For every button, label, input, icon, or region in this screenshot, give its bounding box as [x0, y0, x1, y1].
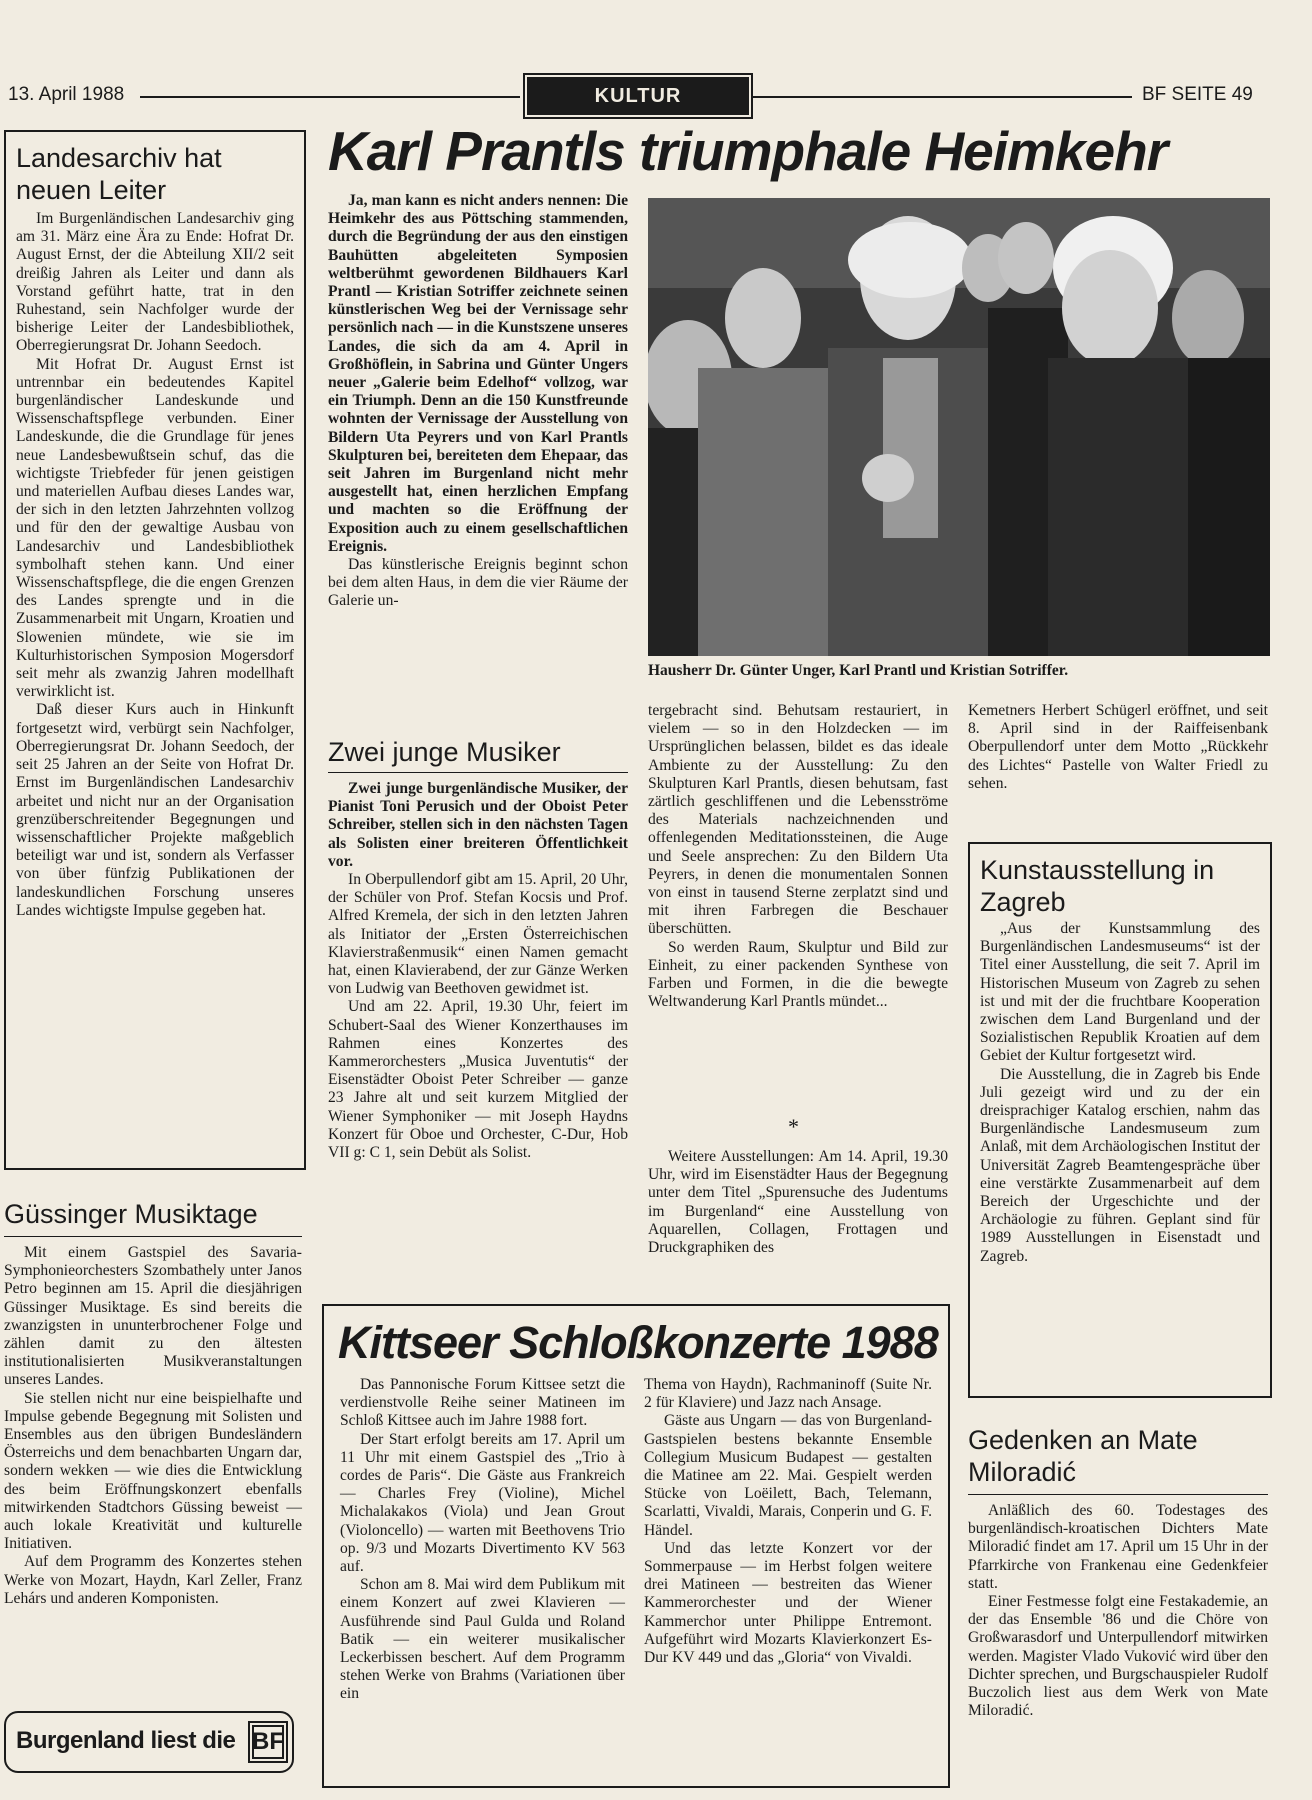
main-col2-p2: So werden Raum, Skulptur und Bild zur Einheit, zu einer packenden Synthese von Farben und Formen, in die die bewegte Weltwanderung Karl Prantls mündet...: [648, 938, 948, 1011]
kittsee-p6: Und das letzte Konzert vor der Sommerpause — im Herbst folgen weitere drei Matineen — bestreiten das Wiener Kammerorchester und der Wiener Kammerchor unter Philippe Entremont. Aufgeführt wird Mozarts Klavierkonzert Es-Dur KV 449 und das „Gloria“ von Vivaldi.: [644, 1539, 932, 1667]
musiker-p1: In Oberpullendorf gibt am 15. April, 20 Uhr, der Schüler von Prof. Stefan Kocsis und Prof. Alfred Kremela, der sich in den letzten Jahren als Initiator der „Ersten Österreichischen Klavierstraßenmusik“ einen Namen gemacht hat, einen Klavierabend, der zur Gänze Werken von Ludwig van Beethoven gewidmet ist.: [328, 871, 628, 998]
photo-caption: Hausherr Dr. Günter Unger, Karl Prantl und Kristian Sotriffer.: [648, 662, 1069, 679]
musiker-title: Zwei junge Musiker: [328, 737, 561, 767]
guessing-body: [4, 1244, 302, 1608]
kittsee-p3: Schon am 8. Mai wird dem Publikum mit einem Konzert auf zwei Klavieren — Ausführende sind Paul Gulda und Roland Batik — ein weiterer musikalischer Leckerbissen beschert. Auf dem Programm stehen Werke von Brahms (Variationen über ein: [340, 1576, 625, 1703]
landesarchiv-p3: Daß dieser Kurs auch in Hinkunft fortgesetzt wird, verbürgt sein Nachfolger, Oberregierungsrat Dr. Johann Seedoch, der seit 25 Jahren an der Seite von Hofrat Dr. Ernst im Burgenländischen Landesarchiv arbeitet und nicht nur an der Organisation grenzüberschreitender Begegnungen und wissenschaftlicher Projekte maßgeblich beteiligt war und ist, sondern als Verfasser von über fünfzig Publikationen der landeskundlichen Forschung unseres Landes wichtigste Impulse gegeben hat.: [16, 701, 294, 919]
separator-star: *: [788, 1114, 799, 1139]
guessing-p3: Auf dem Programm des Konzertes stehen Werke von Mozart, Haydn, Karl Zeller, Franz Lehárs und anderen Komponisten.: [4, 1553, 302, 1607]
kittsee-col1: [340, 1376, 625, 1704]
landesarchiv-p2: Mit Hofrat Dr. August Ernst ist untrennbar ein bedeutendes Kapitel burgenländischer Landeskunde und Wissenschaftspflege verbunden. Einer Landeskunde, die die Grundlage für jenes neue Landesbewußtsein schuf, das die wichtigste Triebfeder für jenen geistigen und materiellen Aufbau dieses Landes war, der sich in den letzten Jahrzehnten vollzog und für den der gewaltige Ausbau von Landesarchiv und Landesbibliothek symbolhaft stehen kann. Und einer Wissenschaftspflege, die die engen Grenzen des Landes sprengte und in die Zusammenarbeit mit Ungarn, Kroatien und Slowenien mündete, wie sie im Kulturhistorischen Symposion Mogersdorf seit mehr als zwanzig Jahren modellhaft verwirklicht ist.: [16, 355, 294, 701]
main-col2: [648, 702, 948, 1011]
kittsee-p1: Das Pannonische Forum Kittsee setzt die verdienstvolle Reihe seiner Matineen im Schloß Kittsee auch im Jahre 1988 fort.: [340, 1376, 625, 1430]
gedenken-p2: Einer Festmesse folgt eine Festakademie, an der das Ensemble '86 und die Chöre von Großwarasdorf und Unterpullendorf mitwirken werden. Magister Vlado Vuković wird über den Dichter sprechen, und Burgschauspieler Rudolf Buczolich liest aus dem Werk von Mate Miloradić.: [968, 1593, 1268, 1720]
bf-logo: BF: [248, 1721, 288, 1763]
zagreb-p2: Die Ausstellung, die in Zagreb bis Ende Juli gezeigt wird und zu der ein dreisprachiger Katalog erschien, nahm das Burgenländische Landesmuseum zum Anlaß, mit dem Archäologischen Institut der Universität Zagreb Beamtengespräche über eine verstärkte Zusammenarbeit auf dem Bereich der Urgeschichte und der Archäologie zu führen. Geplant sind für 1989 Ausstellungen in Eisenstadt und Zagreb.: [980, 1065, 1260, 1265]
zagreb-title: Kunstausstellung in Zagreb: [980, 855, 1215, 917]
kittsee-p4: Thema von Haydn), Rachmaninoff (Suite Nr. 2 für Klaviere) und Jazz nach Ansage.: [644, 1376, 932, 1412]
main-col2-p1: tergebracht sind. Behutsam restauriert, in vielem — so in den Holzdecken — im Ursprünglichen belassen, bildet es das ideale Ambiente zu der Ausstellung: Zu den Skulpturen Karl Prantls, diesen behutsam, fast zärtlich geschliffenen und die Lebensströme des Materials nachzeichnenden und offenlegenden Meditationssteinen, die Auge und Seele ansprechen: Zu den Bildern Uta Peyrers, in denen die monumentalen Sonnen von einst in tausend Sterne zerplatzt sind und mit ihren Farbregen die Beschauer überschütten.: [648, 702, 948, 938]
header-rule-left: [140, 96, 520, 98]
main-col3-p1: Kemetners Herbert Schügerl eröffnet, und seit 8. April sind in der Raiffeisenbank Oberpullendorf unter dem Motto „Rückkehr des Lichtes“ Pastelle von Walter Friedl zu sehen.: [968, 702, 1268, 792]
musiker-body: [328, 780, 628, 1162]
musiker-p2: Und am 22. April, 19.30 Uhr, feiert im Schubert-Saal des Wiener Konzerthauses im Rahmen eines Konzertes des Kammerorchesters „Musica Juventutis“ der Eisenstädter Oboist Peter Schreiber — ganze 23 Jahre alt und seit kurzem Mitglied der Wiener Symphoniker — mit Joseph Haydns Konzert für Oboe und Orchester, C-Dur, Hob VII g: C 1, sein Debüt als Solist.: [328, 998, 628, 1162]
main-col2-p3: Weitere Ausstellungen: Am 14. April, 19.30 Uhr, wird im Eisenstädter Haus der Begegnung unter dem Titel „Spurensuche des Judentums im Burgenland“ eine Ausstellung von Aquarellen, Collagen, Frottagen und Druckgraphiken des: [648, 1148, 948, 1257]
footer-ad: [4, 1711, 294, 1773]
kittsee-p2: Der Start erfolgt bereits am 17. April um 11 Uhr mit einem Gastspiel des „Trio à cordes de Paris“. Die Gäste aus Frankreich — Charles Frey (Violine), Michel Michalakakos (Viola) und Jean Grout (Violoncello) — warten mit Beethovens Trio op. 9/3 und Mozarts Divertimento KV 563 auf.: [340, 1430, 625, 1576]
kittsee-title: Kittseer Schloßkonzerte 1988: [338, 1317, 938, 1368]
landesarchiv-body: [16, 210, 294, 920]
musiker-lead: Zwei junge burgenländische Musiker, der Pianist Toni Perusich und der Oboist Peter Schreiber, stellen sich in den nächsten Tagen als Solisten einer breiteren Öffentlichkeit vor.: [328, 780, 628, 870]
gedenken-title: Gedenken an Mate Miloradić: [968, 1425, 1198, 1487]
zagreb-body: [980, 920, 1260, 1266]
guessing-p2: Sie stellen nicht nur eine beispielhafte und Impulse gebende Begegnung mit Solisten und Ensembles aus den übrigen Bundesländern Österreichs und dem benachbarten Ungarn dar, sondern wekken — wie dies die Entwicklung des beim Eröffnungskonzert ebenfalls mitwirkenden Stadtchors Güssing beweist — auch lokale Kreativität und kulturelle Initiativen.: [4, 1389, 302, 1553]
guessing-title: Güssinger Musiktage: [4, 1199, 258, 1229]
issue-date: 13. April 1988: [8, 84, 125, 105]
musiker-rule: [328, 772, 628, 773]
kittsee-p5: Gäste aus Ungarn — das von Burgenland-Gastspielen bestens bekannte Ensemble Collegium Musicum Budapest — gestalten die Matinee am 22. Mai. Gespielt werden Stücke von Loëilett, Bach, Telemann, Scarlatti, Vivaldi, Marais, Conperin und G. F. Händel.: [644, 1412, 932, 1539]
footer-ad-text: Burgenland liest die: [16, 1727, 236, 1754]
section-label: KULTUR: [527, 77, 749, 115]
main-col3: [968, 702, 1268, 793]
main-col1: [328, 192, 628, 611]
kittsee-col2: [644, 1376, 932, 1667]
landesarchiv-p1: Im Burgenländischen Landesarchiv ging am 31. März eine Ära zu Ende: Hofrat Dr. August Ernst, der die Abteilung XII/2 seit dreißig Jahren als Leiter und dann als Vorstand geführt hatte, trat in den Ruhestand, sein Nachfolger wurde der bisherige Leiter der Landesbibliothek, Oberregierungsrat Dr. Johann Seedoch.: [16, 210, 294, 355]
header-rule-right: [752, 96, 1132, 98]
main-lead: Ja, man kann es nicht anders nennen: Die Heimkehr des aus Pöttsching stammenden, durch die Begründung der aus den einstigen Bauhütten abgeleiteten Symposien weltberühmt gewordenen Bildhauers Karl Prantl — Kristian Sotriffer zeichnete seinen künstlerischen Weg bei der Vernissage sehr persönlich nach — in die Kunstszene unseres Landes, die sich da am 4. April in Großhöflein, in Sabrina und Günter Ungers neuer „Galerie beim Edelhof“ vollzog, war ein Triumph. Denn an die 150 Kunstfreunde wohnten der Vernissage der Ausstellung von Bildern Uta Peyrers und von Karl Prantls Skulpturen bei, bereiteten dem Ehepaar, das seit Jahren im Burgenland nicht mehr ausgestellt hat, einen herzlichen Empfang und machten so die Eröffnung der Exposition auch zu einem gesellschaftlichen Ereignis.: [328, 192, 628, 555]
guessing-rule: [4, 1236, 302, 1237]
landesarchiv-title: Landesarchiv hat neuen Leiter: [16, 143, 222, 205]
zagreb-p1: „Aus der Kunstsammlung des Burgenländischen Landesmuseums“ ist der Titel einer Ausstellung, die seit 7. April im Historischen Museum von Zagreb zu sehen ist und mit der die fruchtbare Kooperation zwischen dem Land Burgenland und der Sozialistischen Republik Kroatien auf dem Gebiet der Kultur fortgesetzt wird.: [980, 920, 1260, 1065]
main-headline: Karl Prantls triumphale Heimkehr: [328, 120, 1168, 182]
main-p1: Das künstlerische Ereignis beginnt schon bei dem alten Haus, in dem die vier Räume der Galerie un-: [328, 556, 628, 610]
guessing-p1: Mit einem Gastspiel des Savaria-Symphonieorchesters Szombathely unter Janos Petro beginnen am 15. April die diesjährigen Güssinger Musiktage. Es sind bereits die zwanzigsten in ununterbrochener Folge und zählen damit zu den ältesten institutionalisierten Musikveranstaltungen unseres Landes.: [4, 1244, 302, 1389]
event-photo: [648, 198, 1270, 656]
photo-figures: [648, 198, 1270, 656]
gedenken-body: [968, 1502, 1268, 1720]
gedenken-p1: Anläßlich des 60. Todestages des burgenländisch-kroatischen Dichters Mate Miloradić findet am 17. April um 15 Uhr in der Pfarrkirche von Frankenau eine Gedenkfeier statt.: [968, 1502, 1268, 1592]
gedenken-rule: [968, 1494, 1268, 1495]
page-number: BF SEITE 49: [1142, 84, 1253, 105]
main-col2-b: [648, 1148, 948, 1257]
